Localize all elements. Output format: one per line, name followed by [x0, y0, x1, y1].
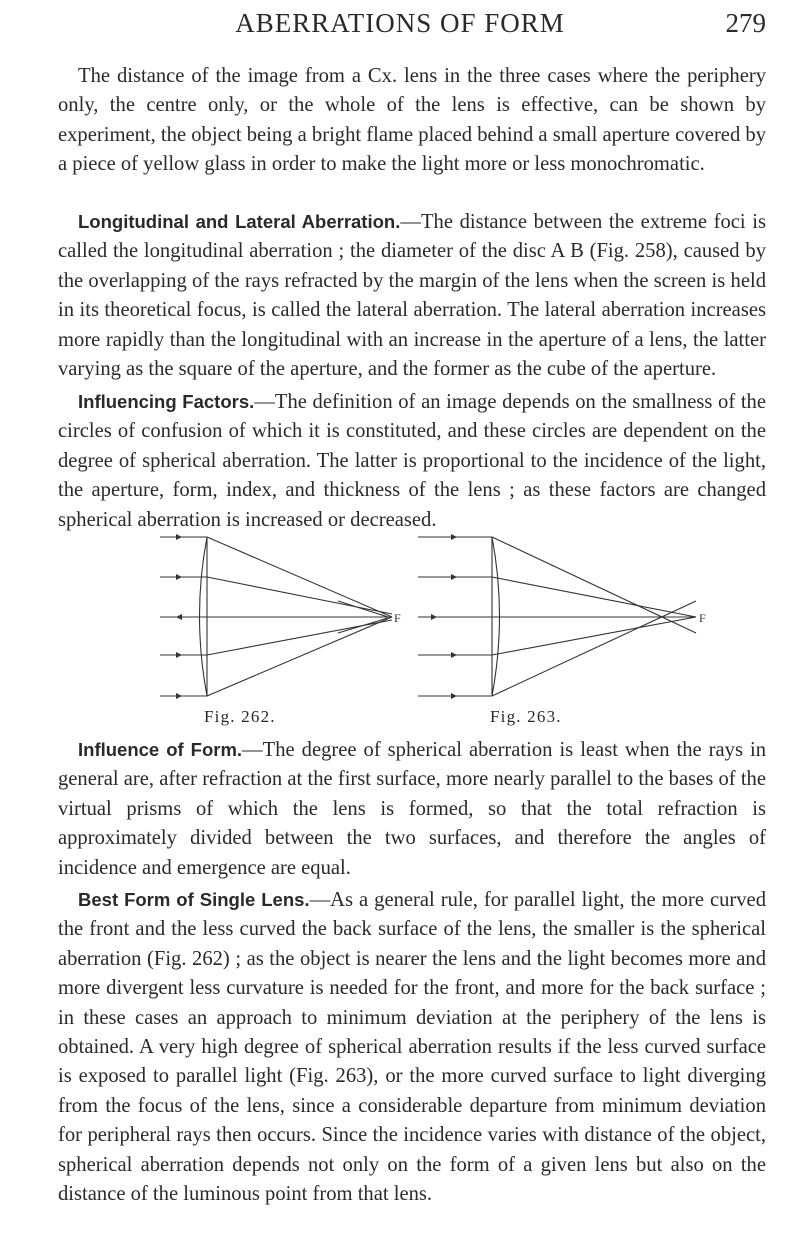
paragraph-text: —The degree of spherical aberration is least when the rays in general are, after refraction at the first surface, more nearly parallel to the bases of the virtual prisms of which the lens is formed, so that the total refraction is approximately divided between the two surfaces, and therefore the angles of incidence and emergence are equal.: [58, 739, 767, 879]
running-title: ABERRATIONS OF FORM: [235, 8, 565, 38]
figure-262-263-drawing: [160, 534, 720, 709]
fig-263-rays: [418, 537, 696, 696]
paragraph-heading: Longitudinal and Lateral Aberration.: [78, 211, 401, 232]
paragraph-heading: Best Form of Single Lens.: [78, 889, 310, 910]
paragraph-text: —As a general rule, for parallel light, the more curved the front and the less curved the back surface of the lens, the smaller is the spherical aberration (Fig. 262) ; as the object is nearer the lens and the light becomes more and more divergent less curvature is needed for the front, and more for the back surface ; in these cases an approach to minimum deviation at the periphery of the lens is obtained. A very high degree of spherical aberration results if the less curved surface is exposed to parallel light (Fig. 263), or the more curved surface to light diverging from the focus of the lens, since a considerable departure from minimum deviation for peripheral rays then occurs. Since the incidence varies with distance of the object, spherical aberration depends not only on the form of a given lens but also on the distance of the luminous point from that lens.: [58, 889, 766, 1206]
paragraph-heading: Influence of Form.: [78, 739, 243, 760]
fig-262-focus-label: F: [394, 611, 401, 625]
paragraph-influencing-factors: [58, 387, 766, 535]
page-number: 279: [725, 8, 766, 38]
paragraph-text: The distance of the image from a Cx. lens in the three cases where the periphery only, the centre only, or the whole of the lens is effective, can be shown by experiment, the object being a bright flame placed behind a small aperture covered by a piece of yellow glass in order to make the light more or less monochromatic.: [58, 65, 766, 176]
fig-262-caption: Fig. 262.: [204, 707, 276, 726]
paragraph-influence-of-form: [58, 735, 766, 883]
paragraph-text: —The distance between the extreme foci is called the longitudinal aberration ; the diameter of the disc A B (Fig. 258), caused by the overlapping of the rays refracted by the margin of the lens when the screen is held in its theoretical focus, is called the lateral aberration. The lateral aberration increases more rapidly than the longitudinal with an increase in the aperture of a lens, the latter varying as the square of the aperture, and the former as the cube of the aperture.: [58, 211, 766, 381]
running-head: [0, 8, 800, 48]
figures-262-263: [160, 534, 720, 728]
paragraph-text: —The definition of an image depends on the smallness of the circles of confusion of which it is constituted, and these circles are dependent on the degree of spherical aberration. The latter is proportional to the incidence of the light, the aperture, form, index, and thickness of the lens ; as these factors are changed spherical aberration is increased or decreased.: [58, 391, 766, 531]
paragraph-intro: [58, 62, 766, 180]
fig-263-caption: Fig. 263.: [490, 707, 562, 726]
fig-263-focus-label: F: [699, 611, 706, 625]
paragraph-heading: Influencing Factors.: [78, 391, 255, 412]
fig-262-rays: [160, 537, 392, 696]
paragraph-best-form: [58, 885, 766, 1209]
paragraph-aberration: [58, 207, 766, 384]
